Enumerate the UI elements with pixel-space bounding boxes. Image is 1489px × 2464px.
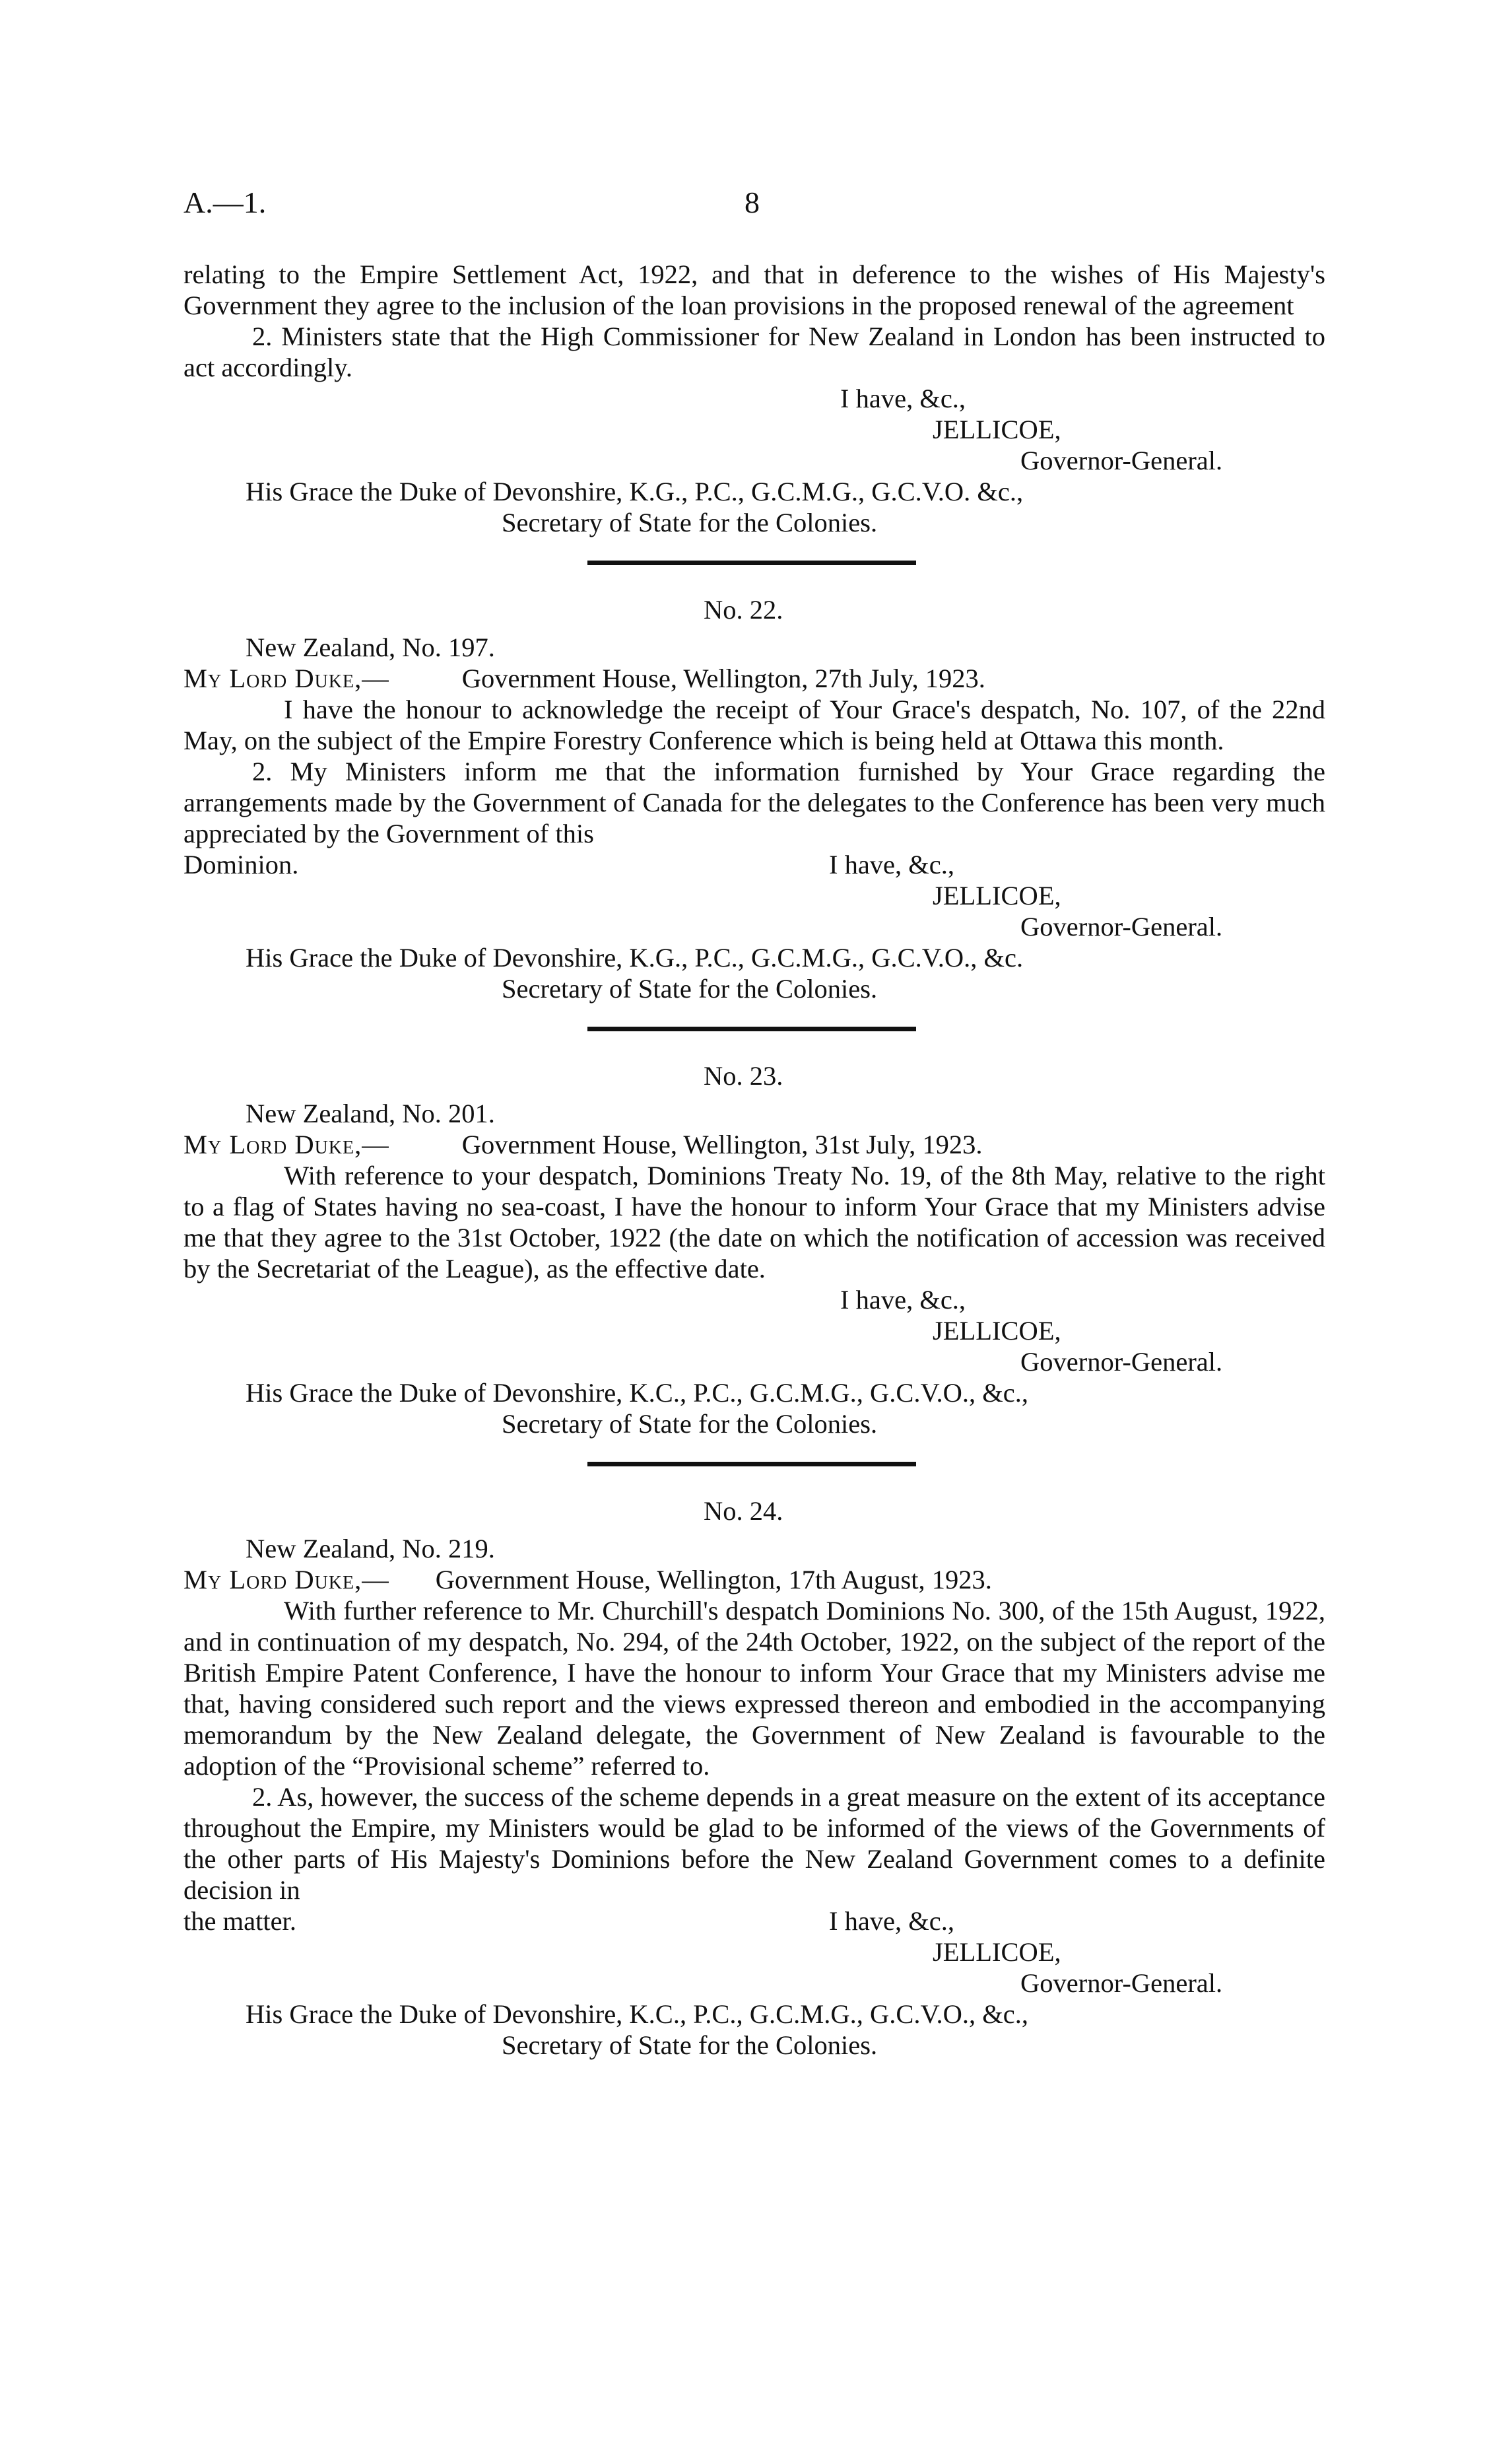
letter-address-1: His Grace the Duke of Devonshire, K.C., P.C., G.C.M.G., G.C.V.O., &c., <box>246 1378 1029 1408</box>
letter-salutation-line <box>183 1129 1325 1160</box>
letter-address-1: His Grace the Duke of Devonshire, K.C., P.C., G.C.M.G., G.C.V.O., &c., <box>246 1999 1029 2029</box>
section-divider <box>587 1462 916 1466</box>
section-divider <box>587 561 916 565</box>
intro-signature: JELLICOE, <box>933 415 1061 444</box>
letter-signature: JELLICOE, <box>933 1316 1061 1346</box>
letter-closing: I have, &c., <box>840 1285 966 1315</box>
document-body <box>183 259 1325 2061</box>
letter-title: Governor-General. <box>1020 912 1223 941</box>
document-reference: A.—1. <box>183 186 267 219</box>
letter-closing: I have, &c., <box>828 1906 954 1936</box>
intro-title: Governor-General. <box>1020 446 1223 475</box>
letter-paragraph-2: 2. My Ministers inform me that the information furnished by Your Grace regarding the arrangements made by the Government of Canada for the delegates to the Conference has been very much appreciated by the Government of this <box>183 757 1325 848</box>
letter-number: No. 24. <box>704 1496 783 1526</box>
section-divider <box>587 1027 916 1031</box>
place-date: Government House, Wellington, 31st July, 1923. <box>461 1130 983 1159</box>
letter-reference: New Zealand, No. 197. <box>246 633 495 662</box>
salutation: My Lord Duke,— <box>183 1565 389 1594</box>
paragraph-end: the matter. <box>183 1906 296 1936</box>
salutation: My Lord Duke,— <box>183 664 389 693</box>
intro-closing: I have, &c., <box>840 384 966 413</box>
letter-paragraph-1: With reference to your despatch, Dominions Treaty No. 19, of the 8th May, relative to the right to a flag of States having no sea-coast, I have the honour to inform Your Grace that my Ministers advise me that they agree to the 31st October, 1922 (the date on which the notification of accession was received by the Secretariat of the League), as the effective date. <box>183 1161 1325 1283</box>
letter-salutation-line <box>183 1564 1325 1595</box>
letter-number: No. 23. <box>704 1061 783 1091</box>
letter-last-line <box>183 849 1325 880</box>
letter-reference: New Zealand, No. 219. <box>246 1534 495 1563</box>
letter-signature: JELLICOE, <box>933 881 1061 910</box>
letter-address-1: His Grace the Duke of Devonshire, K.G., P.C., G.C.M.G., G.C.V.O., &c. <box>246 943 1024 973</box>
letter-reference: New Zealand, No. 201. <box>246 1099 495 1128</box>
intro-paragraph-2: 2. Ministers state that the High Commissioner for New Zealand in London has been instructed to act accordingly. <box>183 322 1325 382</box>
letter-paragraph-1: With further reference to Mr. Churchill's despatch Dominions No. 300, of the 15th August, 1922, and in continuation of my despatch, No. 294, of the 24th October, 1922, on the subject of the report of the British Empire Patent Conference, I have the honour to inform Your Grace that my Ministers advise me that, having considered such report and the views expressed thereon and embodied in the accompanying memorandum by the New Zealand delegate, the Government of New Zealand is favourable to the adoption of the “Provisional scheme” referred to. <box>183 1596 1325 1781</box>
letter-closing: I have, &c., <box>828 850 954 879</box>
paragraph-end: Dominion. <box>183 850 299 879</box>
intro-paragraph-1: relating to the Empire Settlement Act, 1922, and that in deference to the wishes of His Majesty's Government they agree to the inclusion of the loan provisions in the proposed renewal of the agreement <box>183 259 1325 320</box>
letter-paragraph-1: I have the honour to acknowledge the receipt of Your Grace's despatch, No. 107, of the 22nd May, on the subject of the Empire Forestry Conference which is being held at Ottawa this month. <box>183 695 1325 755</box>
letter-title: Governor-General. <box>1020 1347 1223 1377</box>
intro-address-1: His Grace the Duke of Devonshire, K.G., P.C., G.C.M.G., G.C.V.O. &c., <box>246 477 1024 506</box>
letter-last-line <box>183 1905 1325 1936</box>
letter-address-2: Secretary of State for the Colonies. <box>502 1409 878 1439</box>
letter-paragraph-2: 2. As, however, the success of the scheme depends in a great measure on the extent of its acceptance throughout the Empire, my Ministers would be glad to be informed of the views of the Governments of the other parts of His Majesty's Dominions before the New Zealand Government comes to a definite decision in <box>183 1782 1325 1905</box>
page-number: 8 <box>744 186 760 219</box>
letter-salutation-line <box>183 663 1325 694</box>
letter-title: Governor-General. <box>1020 1968 1223 1998</box>
letter-number: No. 22. <box>704 595 783 625</box>
salutation: My Lord Duke,— <box>183 1130 389 1159</box>
letter-address-2: Secretary of State for the Colonies. <box>502 2030 878 2060</box>
letter-address-2: Secretary of State for the Colonies. <box>502 974 878 1004</box>
place-date: Government House, Wellington, 27th July, 1923. <box>461 664 985 693</box>
letter-signature: JELLICOE, <box>933 1937 1061 1967</box>
intro-address-2: Secretary of State for the Colonies. <box>502 508 878 537</box>
place-date: Government House, Wellington, 17th August, 1923. <box>435 1565 992 1594</box>
